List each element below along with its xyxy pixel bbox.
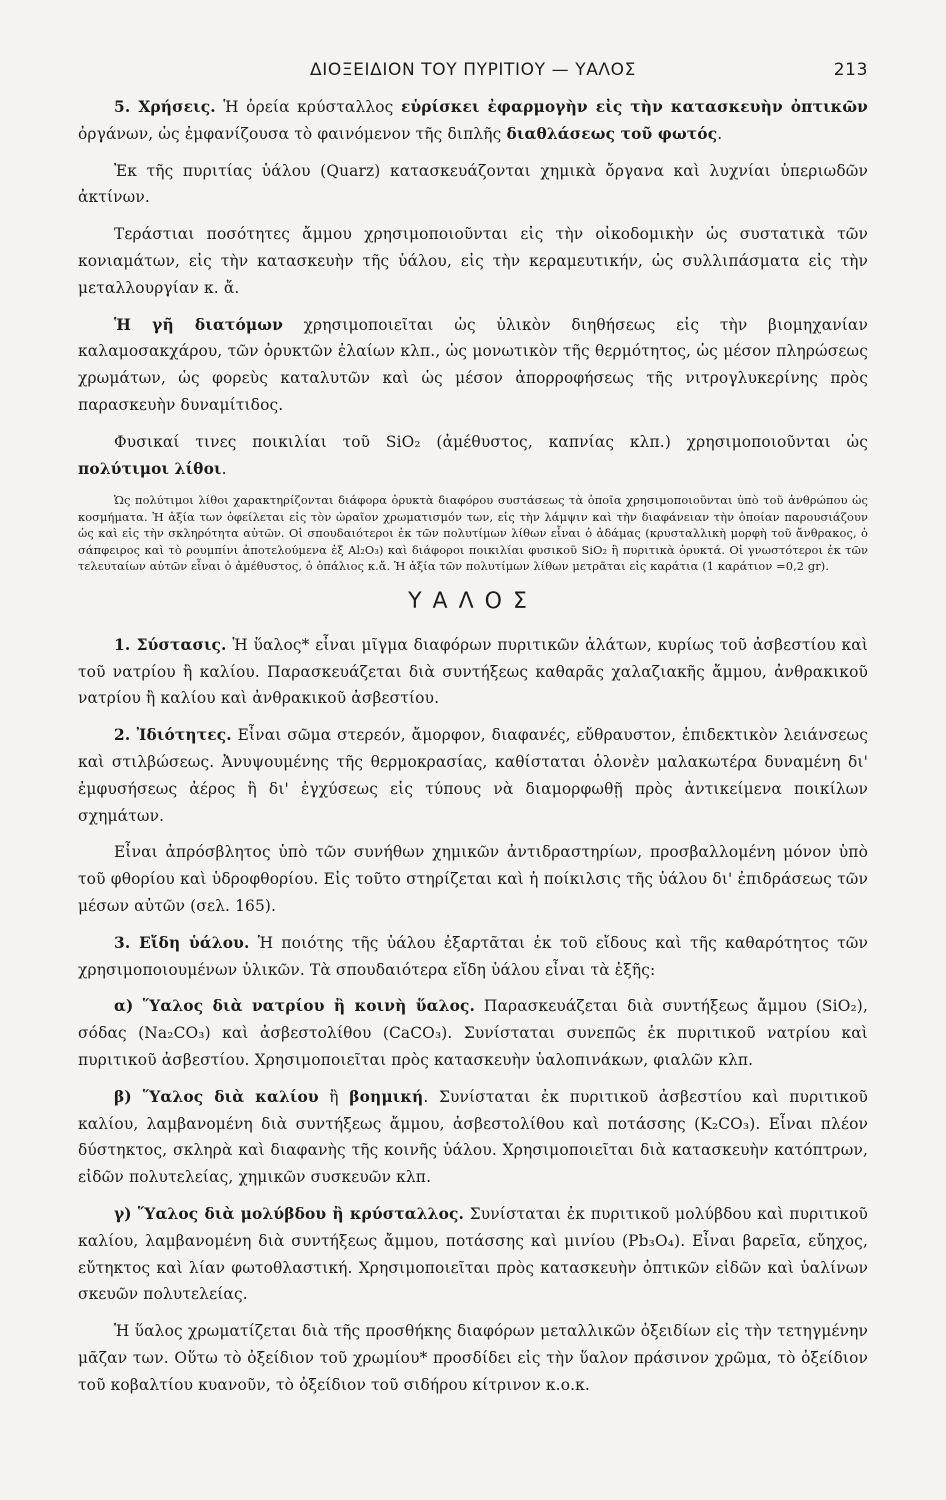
paragraph-quarz: Ἐκ τῆς πυριτίας ὑάλου (Quarz) κατασκευάζονται χημικὰ ὄργανα καὶ λυχνίαι ὑπεριωδῶν ἀκτίνων. xyxy=(78,161,868,207)
section-label-properties: 2. Ἰδιότητες. xyxy=(114,726,232,745)
text-run: Φυσικαί τινες ποικιλίαι τοῦ SiO₂ (ἀμέθυστος, καπνίας κλπ.) χρησιμοποιοῦνται ὡς xyxy=(114,432,868,451)
label-potash-glass: β) Ὕαλος διὰ καλίου xyxy=(114,1087,319,1106)
emphasis-run: εὑρίσκει ἐφαρμογὴν εἰς τὴν κατασκευὴν ὀπτικῶν xyxy=(400,98,868,116)
paragraph-uses xyxy=(78,94,868,148)
text-run: . Συνίσταται ἐκ πυριτικοῦ ἀσβεστίου καὶ πυριτικοῦ καλίου, λαμβανομένη διὰ συντήξεως ἄμμου, ἀσβεστολίθου καὶ ποτάσσης (K₂CO₃). Εἶναι πλέον δύστηκτος, σκληρὰ καὶ διαφανὴς τῆς κοινῆς ὑάλου. Χρησιμοποιεῖται διὰ κατασκευὴν κατόπτρων, εἰδῶν πολυτελείας, χημικῶν συσκευῶν κλπ. xyxy=(78,1087,868,1187)
term-gemstones: πολύτιμοι λίθοι xyxy=(78,459,222,478)
paragraph-coloring: Ἡ ὕαλος χρωματίζεται διὰ τῆς προσθήκης διαφόρων μεταλλικῶν ὀξειδίων εἰς τὴν τετηγμένην μᾶζαν των. Οὕτω τὸ ὀξείδιον τοῦ χρωμίου* προσδίδει εἰς τὴν ὕαλον πράσινον χρῶμα, τὸ ὀξείδιον τοῦ κοβαλτίου κυανοῦν, τὸ ὀξείδιον τοῦ σιδήρου κίτρινον κ.ο.κ. xyxy=(78,1322,868,1394)
text-run: Ἡ ποιότης τῆς ὑάλου ἐξαρτᾶται ἐκ τοῦ εἴδους καὶ τῆς καθαρότητος τῶν χρησιμοποιουμένων ὑλικῶν. Τὰ σπουδαιότερα εἴδη ὑάλου εἶναι τὰ ἑξῆς: xyxy=(78,933,868,979)
text-run: Συνίσταται ἐκ πυριτικοῦ μολύβδου καὶ πυριτικοῦ καλίου, λαμβανομένη διὰ συντήξεως ἄμμου, ποτάσσης καὶ μινίου (Pb₃O₄). Εἶναι βαρεῖα, εὔηχος, εὔτηκτος καὶ λίαν φωτοθλαστική. Χρησιμοποιεῖται πρὸς κατασκευὴν ὀπτικῶν εἰδῶν καὶ ὑαλίνων σκευῶν πολυτελείας. xyxy=(78,1205,868,1304)
emphasis-run: διαθλάσεως τοῦ φωτός xyxy=(506,124,718,143)
paragraph-sand: Τεράστιαι ποσότητες ἄμμου χρησιμοποιοῦνται εἰς τὴν οἰκοδομικὴν ὡς συστατικὰ τῶν κονιαμάτων, εἰς τὴν κατασκευὴν τῆς ὑάλου, εἰς τὴν κεραμευτικήν, ὡς συλλιπάσματα εἰς τὴν μεταλλουργίαν κ. ἄ. xyxy=(78,225,868,297)
note-block xyxy=(78,492,868,575)
text-run: Εἶναι σῶμα στερεόν, ἄμορφον, διαφανές, εὔθραυστον, ἐπιδεκτικὸν λειάνσεως καὶ στιλβώσεως. Ἀνυψουμένης τῆς θερμοκρασίας, καθίσταται ὁλονὲν μαλακωτέρα δυναμένη δι' ἐμφυσήσεως ἀέρος ἢ δι' ἐγχύσεως εἰς τύπους νὰ διαμορφωθῇ πρὸς ἀντικείμενα ποικίλων σχημάτων. xyxy=(78,726,868,825)
paragraph-types xyxy=(78,930,868,984)
section-label-types: 3. Εἴδη ὑάλου. xyxy=(114,933,250,952)
label-lead-glass: γ) Ὕαλος διὰ μολύβδου ἢ κρύσταλλος. xyxy=(114,1205,465,1223)
section-label-uses: 5. Χρήσεις. xyxy=(114,98,216,116)
note-gemstones: Ὡς πολύτιμοι λίθοι χαρακτηρίζονται διάφορα ὀρυκτὰ διαφόρου συστάσεως τὰ ὁποῖα χρησιμοποιοῦνται ὑπὸ τοῦ ἀνθρώπου ὡς κοσμήματα. Ἡ ἀξία των ὀφείλεται εἰς τὸν ὡραῖον χρωματισμόν των, εἰς τὴν λάμψιν καὶ τὴν διαφάνειαν τὴν ὁποίαν παρουσιάζουν ὡς καὶ εἰς τὴν σκληρότητα αὐτῶν. Οἱ σπουδαιότεροι ἐκ τῶν πολυτίμων λίθων εἶναι ὁ ἀδάμας (κρυσταλλικὴ μορφὴ τοῦ ἄνθρακος, ὁ σάπφειρος καὶ τὸ ρουμπίνι ἀποτελούμενα ἐξ Al₂O₃) καὶ διάφοροι ποικιλίαι φυσικοῦ SiO₂ ἢ πυριτικὰ ὀρυκτά. Οἱ γνωστότεροι ἐκ τῶν τελευταίων αὐτῶν εἶναι ὁ ἀμέθυστος, ὁ ὀπάλιος κ.ἄ. Ἡ ἀξία τῶν πολυτίμων λίθων μετρᾶται εἰς καράτια (1 καράτιον =0,2 gr). xyxy=(78,493,868,574)
paragraph-properties xyxy=(78,722,868,829)
section-label-composition: 1. Σύστασις. xyxy=(114,635,227,654)
label-soda-glass: α) Ὕαλος διὰ νατρίου ἢ κοινὴ ὕαλος. xyxy=(114,997,476,1016)
paragraph-lead-glass xyxy=(78,1201,868,1308)
running-header xyxy=(78,60,868,94)
page-body xyxy=(78,94,868,1399)
paragraph-potash-glass xyxy=(78,1084,868,1191)
page-number: 213 xyxy=(833,60,868,80)
text-run: χρησιμοποιεῖται ὡς ὑλικὸν διηθήσεως εἰς τὴν βιομηχανίαν καλαμοσακχάρου, τῶν ὀρυκτῶν ἐλαίων κλπ., ὡς μονωτικὸν τῆς θερμότητος, ὡς μέσον πληρώσεως χρωμάτων, ὡς φορεὺς καταλυτῶν καὶ ὡς μέσον ἀπορροφήσεως τῆς νιτρογλυκερίνης πρὸς παρασκευὴν δυναμίτιδος. xyxy=(78,315,868,414)
section-heading-glass: ΥΑΛΟΣ xyxy=(408,588,538,614)
text-run: Ἡ ὕαλος* εἶναι μῖγμα διαφόρων πυριτικῶν ἁλάτων, κυρίως τοῦ ἀσβεστίου καὶ τοῦ νατρίου ἢ καλίου. Παρασκευάζεται διὰ συντήξεως καθαρᾶς χαλαζιακῆς ἄμμου, ἀνθρακικοῦ νατρίου ἢ καλίου καὶ ἀνθρακικοῦ ἀσβεστίου. xyxy=(78,635,868,708)
text-run: Ἡ ὀρεία κρύσταλλος xyxy=(215,98,401,116)
text-run: . xyxy=(717,124,723,143)
paragraph-resistance: Εἶναι ἀπρόσβλητος ὑπὸ τῶν συνήθων χημικῶν ἀντιδραστηρίων, προσβαλλομένη μόνον ὑπὸ τοῦ φθορίου καὶ ὑδροφθορίου. Εἰς τοῦτο στηρίζεται καὶ ἡ ποίκιλσις τῆς ὑάλου δι' ἐπιδράσεως τῶν μέσων αὐτῶν (σελ. 165). xyxy=(78,843,868,916)
running-title: ΔΙΟΞΕΙΔΙΟΝ ΤΟΥ ΠΥΡΙΤΙΟΥ — ΥΑΛΟΣ xyxy=(310,60,636,80)
label-bohemian-glass: βοημική xyxy=(349,1087,424,1106)
paragraph-composition xyxy=(78,632,868,712)
text-run: ἢ xyxy=(318,1087,350,1106)
paragraph-gemstones xyxy=(78,429,868,483)
text-run: ὀργάνων, ὡς ἐμφανίζουσα τὸ φαινόμενον τῆς διπλῆς xyxy=(78,124,507,143)
paragraph-soda-glass xyxy=(78,993,868,1073)
text-run: . xyxy=(221,459,227,478)
paragraph-diatomite xyxy=(78,312,868,419)
text-run: Παρασκευάζεται διὰ συντήξεως ἄμμου (SiO₂), σόδας (Na₂CO₃) καὶ ἀσβεστολίθου (CaCO₃). Συνίσταται συνεπῶς ἐκ πυριτικοῦ νατρίου καὶ πυριτικοῦ ἀσβεστίου. Χρησιμοποιεῖται πρὸς κατασκευὴν ὑαλοπινάκων, φιαλῶν κλπ. xyxy=(78,997,868,1070)
term-diatomite: Ἡ γῆ διατόμων xyxy=(114,315,283,334)
